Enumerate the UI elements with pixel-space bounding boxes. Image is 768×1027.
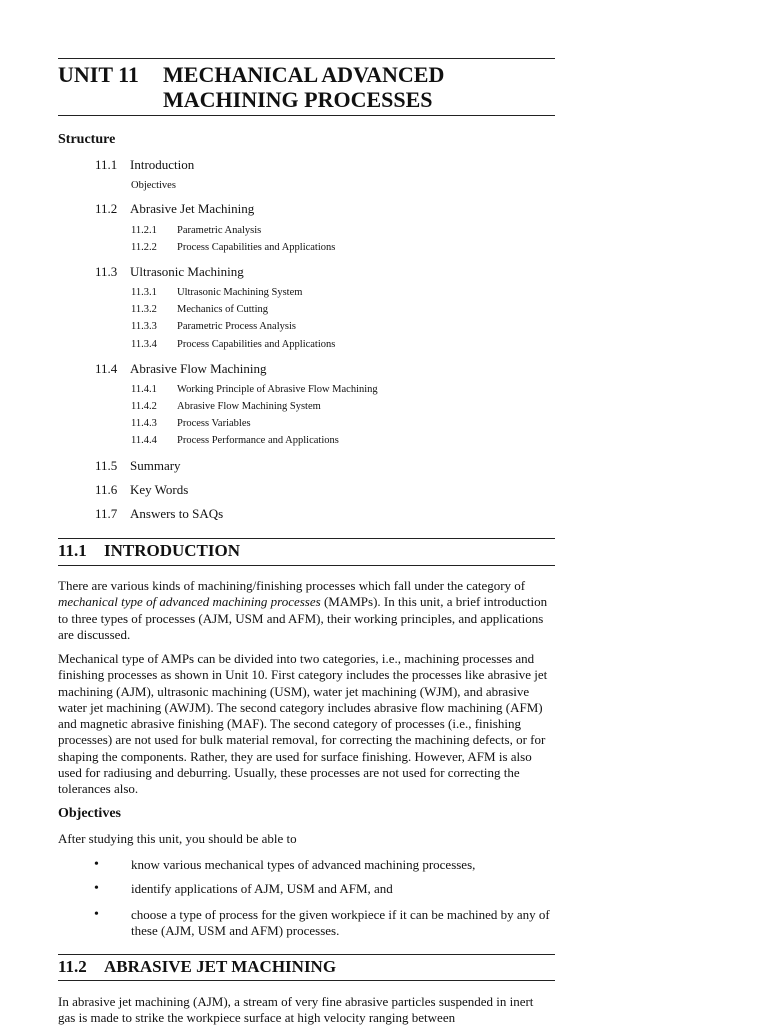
toc-item [95,361,266,377]
objectives-label: Objectives [58,806,121,821]
toc-subitem-title: Parametric Analysis [177,225,262,236]
toc-subitem-title: Process Performance and Applications [177,435,339,446]
toc-item-title: Abrasive Jet Machining [130,201,255,216]
intro-p1-text: There are various kinds of machining/finishing processes which fall under the category of [58,578,526,593]
toc-subitem-number: 11.3.2 [131,304,157,315]
toc-subitem-number: 11.2.1 [131,225,157,236]
toc-subitem-title: Abrasive Flow Machining System [177,401,321,412]
list-item-text: identify applications of AJM, USM and AFM, and [131,881,393,896]
toc-item-title: Introduction [130,157,195,172]
toc-subitem [131,287,302,298]
unit-number: UNIT 11 [58,62,139,87]
toc-objectives: Objectives [131,180,176,191]
objectives-lead: After studying this unit, you should be able to [58,831,297,846]
bullet-icon: • [94,881,99,896]
intro-paragraph-2: Mechanical type of AMPs can be divided into two categories, i.e., machining processes and finishing processes as shown in Unit 10. First category includes the processes like abrasive jet machining (AJM), ultrasonic machining (USM), water jet machining (WJM), and abrasive water jet machining (AWJM). The second category includes abrasive flow machining (AFM) and magnetic abrasive finishing (MAF). The second category of processes (i.e., finishing processes) are not used for bulk material removal, for correcting the machining defects, or for shaping the components. Rather, they are used for surface finishing. However, AFM is also used for radiusing and deburring. Usually, these processes are not used for correcting the tolerances also. [58,651,548,797]
section-title: ABRASIVE JET MACHINING [104,957,337,976]
toc-subitem-title: Mechanics of Cutting [177,304,268,315]
toc-subitem-number: 11.3.4 [131,339,157,350]
section-number: 11.2 [58,957,87,976]
toc-item-number: 11.4 [95,361,118,376]
section-number: 11.1 [58,541,87,560]
toc-subitem [131,418,251,429]
toc-item-number: 11.3 [95,264,118,279]
toc-item [95,157,194,173]
section-bottom-rule [58,980,555,981]
section-top-rule [58,538,555,539]
toc-item-title: Ultrasonic Machining [130,264,244,279]
toc-subitem [131,339,335,350]
section-heading-introduction [58,541,555,561]
section-bottom-rule [58,565,555,566]
toc-item [95,264,244,280]
toc-item-number: 11.1 [95,157,118,172]
toc-subitem [131,401,321,412]
toc-subitem-title: Process Capabilities and Applications [177,339,336,350]
toc-subitem-number: 11.4.4 [131,435,157,446]
toc-subitem-title: Parametric Process Analysis [177,321,296,332]
toc-subitem [131,384,378,395]
toc-item [95,458,181,474]
unit-title: MECHANICAL ADVANCED MACHINING PROCESSES [163,62,445,112]
toc-item [95,201,254,217]
section-heading-ajm [58,957,555,977]
toc-item-number: 11.5 [95,458,118,473]
toc-subitem [131,225,261,236]
intro-paragraph-1 [58,578,551,643]
list-item-text: choose a type of process for the given workpiece if it can be machined by any of these (AJM, USM and AFM) processes. [131,907,550,939]
toc-subitem-number: 11.3.3 [131,321,157,332]
top-rule [58,58,555,59]
bullet-icon: • [94,907,99,922]
ajm-paragraph-1: In abrasive jet machining (AJM), a stream of very fine abrasive particles suspended in inert gas is made to strike the workpiece surface at high velocity ranging between [58,994,534,1026]
section-top-rule [58,954,555,955]
bullet-icon: • [94,857,99,872]
toc-item-number: 11.6 [95,482,118,497]
section-title: INTRODUCTION [104,541,241,560]
toc-subitem [131,242,335,253]
toc-item-title: Answers to SAQs [130,506,224,521]
intro-p1-text-end: (MAMPs). In this unit, a brief introduction to three types of processes (AJM, USM and AFM), their working principles, and applications are discussed. [58,594,548,642]
unit-heading-rule [58,115,555,116]
list-item-text: know various mechanical types of advanced machining processes, [131,857,476,872]
structure-label: Structure [58,132,116,147]
toc-subitem [131,321,296,332]
toc-item-number: 11.2 [95,201,118,216]
toc-subitem-number: 11.4.2 [131,401,157,412]
toc-subitem-title: Process Variables [177,418,251,429]
toc-item [95,482,188,498]
toc-subitem-number: 11.2.2 [131,242,157,253]
toc-subitem-number: 11.4.3 [131,418,157,429]
toc-subitem-number: 11.3.1 [131,287,157,298]
toc-item-title: Summary [130,458,181,473]
toc-subitem-title: Ultrasonic Machining System [177,287,303,298]
toc-subitem [131,435,339,446]
toc-subitem-title: Process Capabilities and Applications [177,242,336,253]
toc-item-title: Abrasive Flow Machining [130,361,267,376]
toc-subitem [131,304,268,315]
toc-item-number: 11.7 [95,506,118,521]
toc-item [95,506,223,522]
toc-subitem-title: Working Principle of Abrasive Flow Machining [177,384,378,395]
toc-item-title: Key Words [130,482,189,497]
toc-subitem-number: 11.4.1 [131,384,157,395]
intro-p1-italic: mechanical type of advanced machining processes [58,594,321,610]
